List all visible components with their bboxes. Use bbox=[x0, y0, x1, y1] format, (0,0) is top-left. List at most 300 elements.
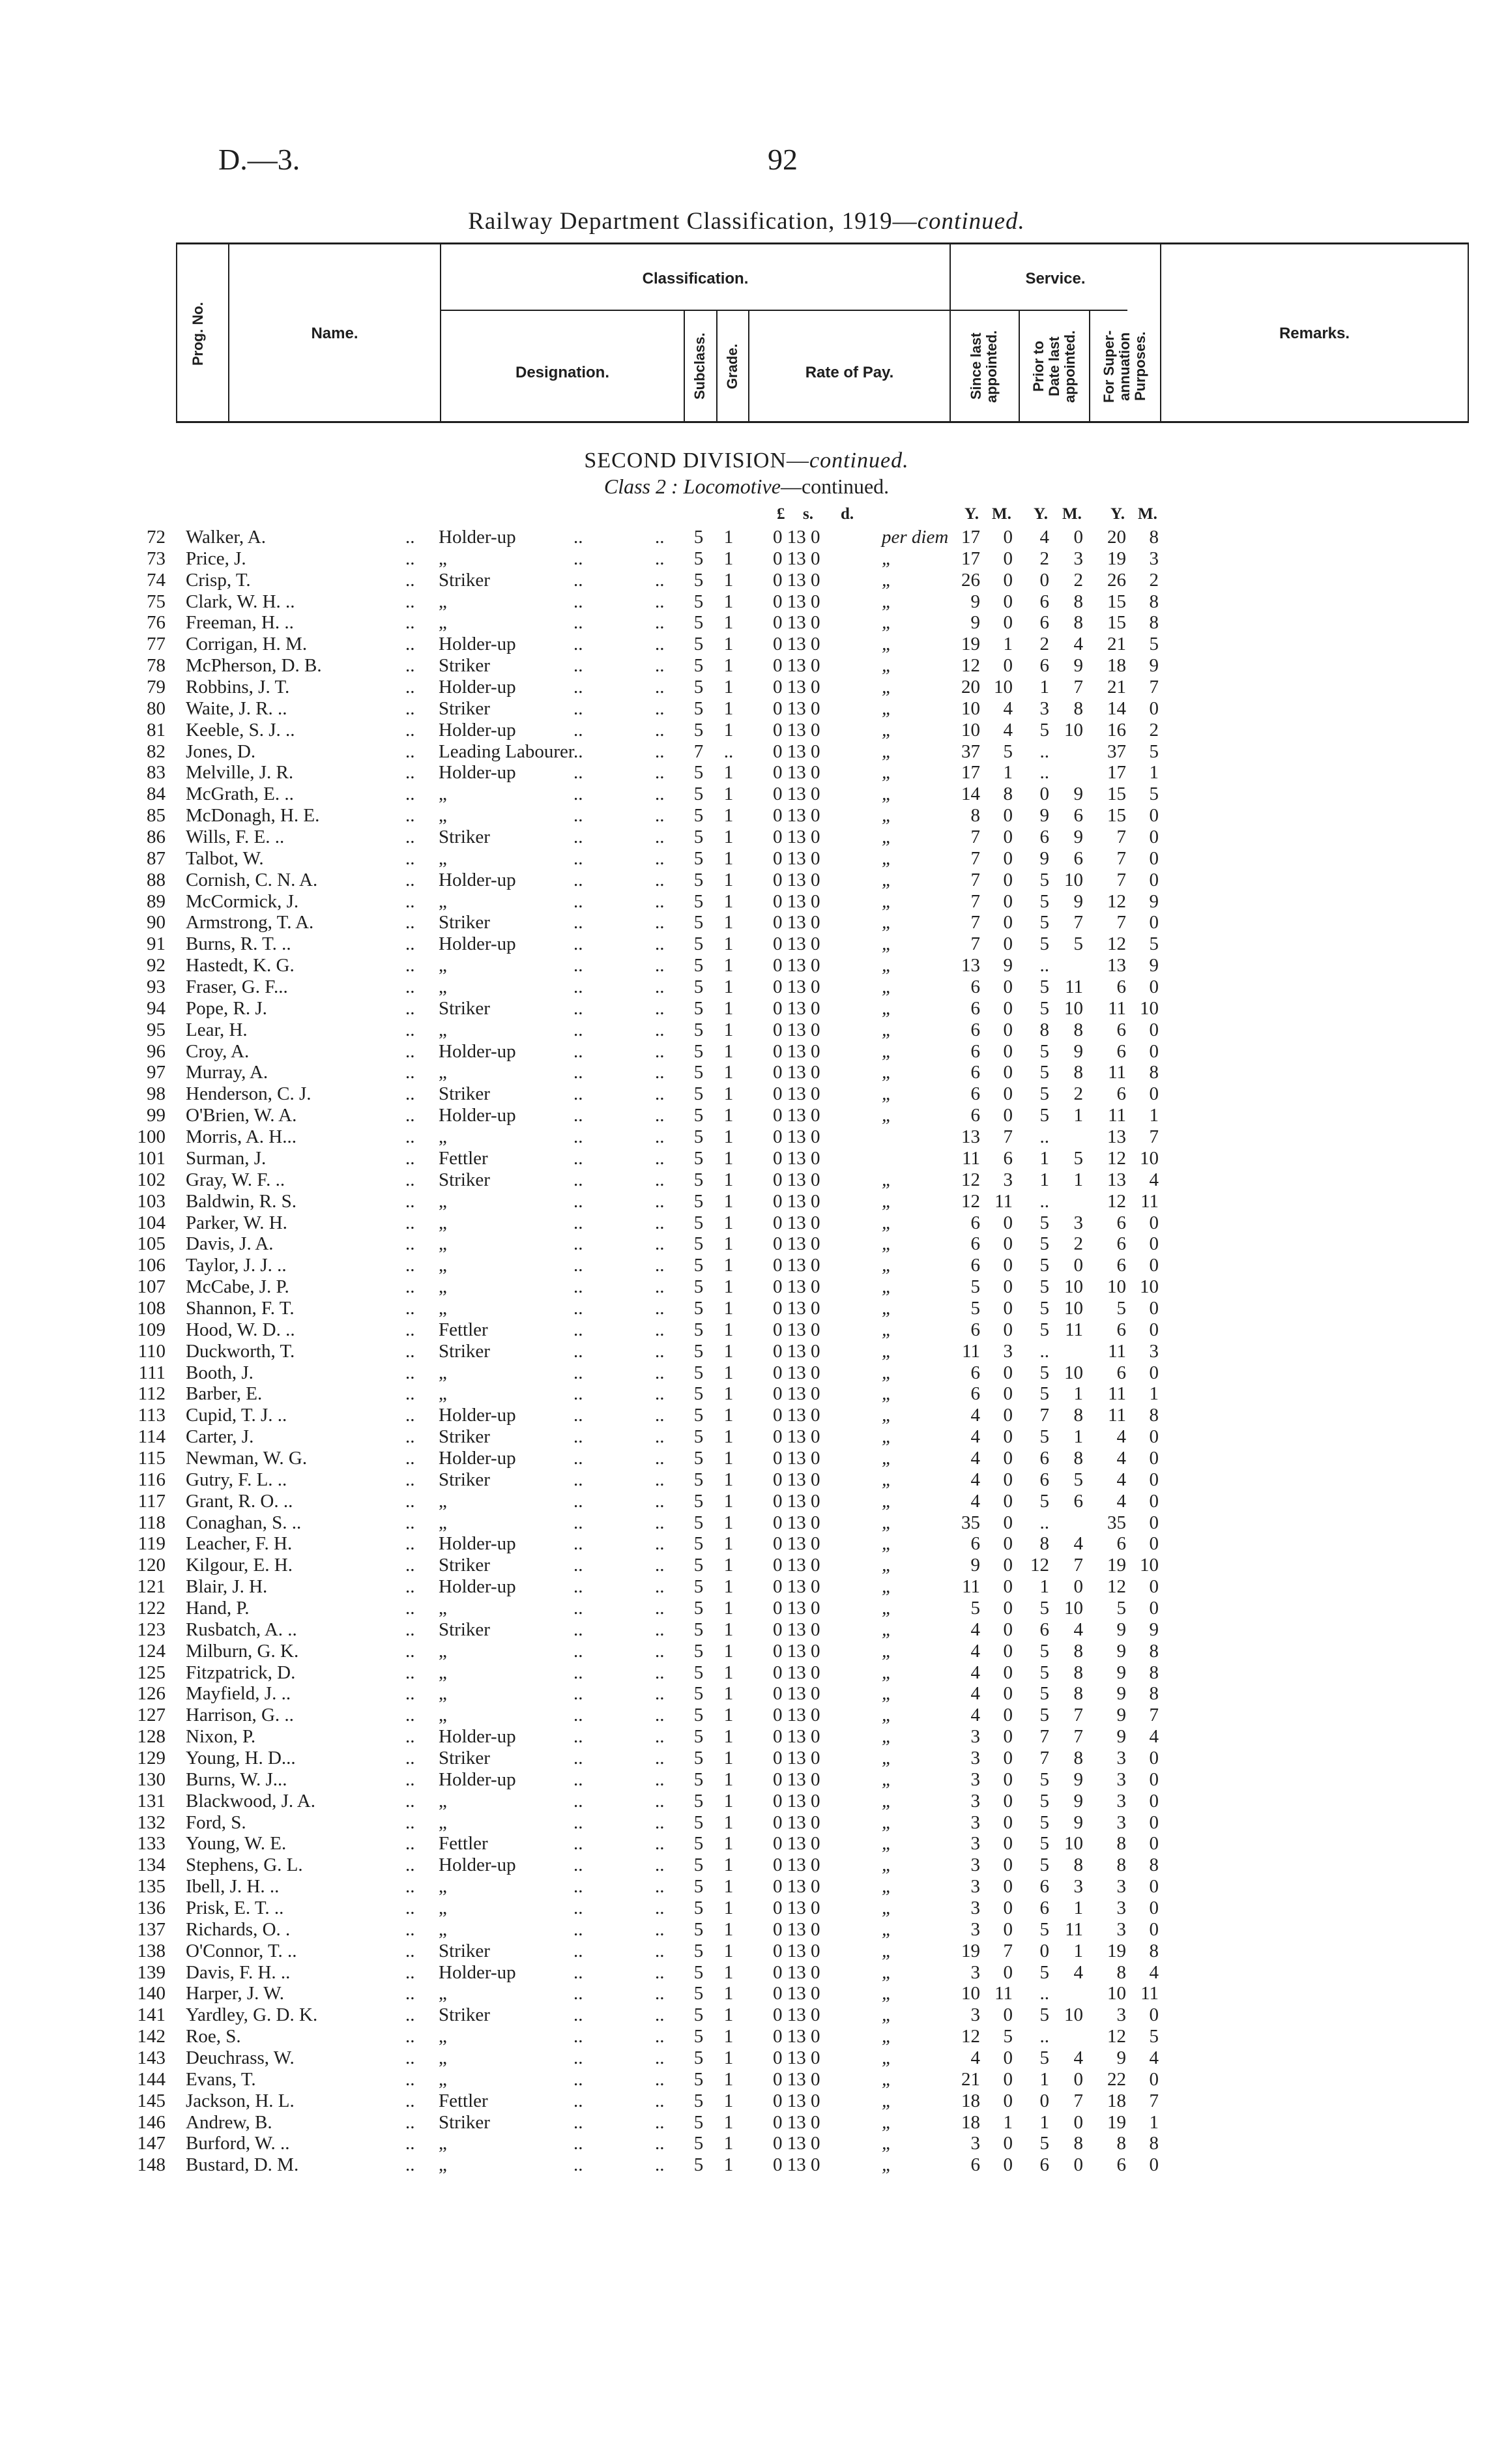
since-years: 4 bbox=[970, 1490, 980, 1512]
prog-no: 120 bbox=[137, 1555, 166, 1576]
prior-years: 7 bbox=[1039, 1726, 1049, 1748]
since-months: 0 bbox=[1003, 869, 1013, 890]
table-row bbox=[0, 1983, 1493, 2004]
subclass: 5 bbox=[693, 1855, 704, 1876]
table-row bbox=[0, 870, 1493, 891]
leader-dots: .. bbox=[573, 1083, 583, 1105]
employee-name: O'Connor, T. .. bbox=[186, 1940, 297, 1961]
since-years: 4 bbox=[970, 2047, 980, 2069]
employee-name: Gray, W. F. .. bbox=[186, 1169, 285, 1190]
since-years: 6 bbox=[970, 1319, 980, 1340]
leader-dots: .. bbox=[405, 1426, 415, 1448]
table-row bbox=[0, 1641, 1493, 1662]
since-years: 7 bbox=[970, 912, 980, 933]
prior-months: 8 bbox=[1073, 1662, 1083, 1683]
super-months: 4 bbox=[1149, 2047, 1159, 2069]
header-superannuation: For Super- annuation Purposes. bbox=[1101, 330, 1148, 403]
leader-dots: .. bbox=[573, 741, 583, 762]
leader-dots: .. bbox=[573, 655, 583, 677]
since-years: 6 bbox=[970, 1362, 980, 1383]
leader-dots: .. bbox=[405, 1190, 415, 1212]
grade: 1 bbox=[723, 1918, 734, 1940]
prior-years: 5 bbox=[1039, 1255, 1049, 1276]
since-years: 6 bbox=[970, 1212, 980, 1233]
rate-of-pay: 0 13 0 bbox=[773, 1898, 820, 1918]
table-row bbox=[0, 1191, 1493, 1212]
prog-no: 88 bbox=[147, 869, 166, 890]
rate-of-pay: 0 13 0 bbox=[773, 1040, 820, 1062]
prior-months: 2 bbox=[1073, 569, 1083, 591]
leader-dots: .. bbox=[405, 1212, 415, 1233]
since-months: 0 bbox=[1003, 1619, 1013, 1640]
prior-months: 3 bbox=[1073, 548, 1083, 569]
grade: 1 bbox=[723, 1576, 734, 1598]
division-continued: continued. bbox=[809, 448, 909, 473]
rate-of-pay: 0 13 0 bbox=[773, 548, 820, 569]
prior-years: 6 bbox=[1039, 827, 1049, 848]
employee-name: Prisk, E. T. .. bbox=[186, 1898, 284, 1918]
table-row bbox=[0, 891, 1493, 913]
leader-dots: .. bbox=[573, 1940, 583, 1961]
since-months: 0 bbox=[1003, 2047, 1013, 2069]
prior-months: 10 bbox=[1064, 2004, 1083, 2026]
prog-no: 130 bbox=[137, 1768, 166, 1790]
leader-dots: .. bbox=[655, 2090, 665, 2111]
super-years: 5 bbox=[1116, 1297, 1126, 1319]
prior-years: 5 bbox=[1039, 719, 1049, 741]
designation: Holder-up bbox=[439, 1576, 516, 1598]
employee-name: Price, J. bbox=[186, 548, 246, 569]
employee-name: Booth, J. bbox=[186, 1362, 254, 1383]
table-row bbox=[0, 784, 1493, 805]
since-months: 0 bbox=[1003, 1683, 1013, 1705]
since-years: 7 bbox=[970, 933, 980, 955]
prog-no: 143 bbox=[137, 2047, 166, 2069]
grade: 1 bbox=[723, 1490, 734, 1512]
unit-shillings: s. bbox=[803, 505, 813, 523]
designation: Fettler bbox=[439, 2090, 488, 2111]
page-caption bbox=[0, 207, 1493, 235]
leader-dots: .. bbox=[655, 1512, 665, 1533]
prog-no: 127 bbox=[137, 1705, 166, 1726]
since-years: 18 bbox=[961, 2111, 980, 2133]
leader-dots: .. bbox=[573, 1619, 583, 1640]
super-months: 8 bbox=[1149, 2133, 1159, 2154]
pay-period: „ bbox=[882, 1212, 893, 1233]
grade: 1 bbox=[723, 1426, 734, 1448]
employee-name: Keeble, S. J. .. bbox=[186, 719, 295, 741]
prior-years: 1 bbox=[1039, 2111, 1049, 2133]
subclass: 5 bbox=[693, 1383, 704, 1405]
prog-no: 108 bbox=[137, 1297, 166, 1319]
employee-name: Morris, A. H... bbox=[186, 1126, 297, 1148]
leader-dots: .. bbox=[405, 2004, 415, 2026]
prog-no: 78 bbox=[147, 655, 166, 677]
employee-name: Surman, J. bbox=[186, 1147, 267, 1169]
prior-years: 6 bbox=[1039, 591, 1049, 612]
leader-dots: .. bbox=[655, 612, 665, 634]
leader-dots: .. bbox=[573, 719, 583, 741]
leader-dots: .. bbox=[655, 1062, 665, 1083]
since-years: 10 bbox=[961, 697, 980, 719]
rate-of-pay: 0 13 0 bbox=[773, 1512, 820, 1533]
prior-months: 1 bbox=[1073, 1105, 1083, 1126]
designation: Striker bbox=[439, 2111, 490, 2133]
leader-dots: .. bbox=[405, 1811, 415, 1833]
prior-months: 10 bbox=[1064, 869, 1083, 890]
prog-no: 142 bbox=[137, 2026, 166, 2047]
prior-years: 5 bbox=[1039, 1040, 1049, 1062]
prior-years: 5 bbox=[1039, 2047, 1049, 2069]
subclass: 5 bbox=[693, 1083, 704, 1105]
pay-period: „ bbox=[882, 1876, 893, 1898]
prior-years: 5 bbox=[1039, 1705, 1049, 1726]
employee-name: Andrew, B. bbox=[186, 2111, 272, 2133]
leader-dots: .. bbox=[655, 548, 665, 569]
prior-years: 5 bbox=[1039, 1768, 1049, 1790]
super-years: 12 bbox=[1107, 890, 1126, 912]
prior-years: 5 bbox=[1039, 1640, 1049, 1662]
prior-months: 1 bbox=[1073, 1940, 1083, 1961]
pay-period: „ bbox=[882, 1276, 893, 1298]
prog-no: 126 bbox=[137, 1683, 166, 1705]
designation: „ bbox=[439, 1126, 447, 1148]
grade: 1 bbox=[723, 2047, 734, 2069]
prog-no: 97 bbox=[147, 1062, 166, 1083]
grade: 1 bbox=[723, 1683, 734, 1705]
since-years: 19 bbox=[961, 634, 980, 655]
since-years: 6 bbox=[970, 976, 980, 998]
super-years: 7 bbox=[1116, 869, 1126, 890]
employee-name: Robbins, J. T. bbox=[186, 677, 290, 698]
since-months: 0 bbox=[1003, 1705, 1013, 1726]
super-years: 14 bbox=[1107, 697, 1126, 719]
employee-name: Blackwood, J. A. bbox=[186, 1790, 315, 1811]
leader-dots: .. bbox=[573, 827, 583, 848]
prior-months: 8 bbox=[1073, 1447, 1083, 1469]
designation: „ bbox=[439, 955, 447, 976]
since-months: 0 bbox=[1003, 1898, 1013, 1918]
leader-dots: .. bbox=[405, 1983, 415, 2004]
super-months: 0 bbox=[1149, 1833, 1159, 1855]
leader-dots: .. bbox=[573, 1490, 583, 1512]
prior-years: 1 bbox=[1039, 1576, 1049, 1598]
prog-no: 80 bbox=[147, 697, 166, 719]
since-years: 9 bbox=[970, 1555, 980, 1576]
leader-dots: .. bbox=[655, 976, 665, 998]
subclass: 5 bbox=[693, 1555, 704, 1576]
employee-name: Richards, O. . bbox=[186, 1918, 291, 1940]
pay-period: „ bbox=[882, 1083, 893, 1105]
grade: 1 bbox=[723, 847, 734, 869]
rate-of-pay: 0 13 0 bbox=[773, 2004, 820, 2026]
leader-dots: .. bbox=[573, 1276, 583, 1298]
since-years: 6 bbox=[970, 1019, 980, 1040]
section-title bbox=[0, 448, 1493, 473]
subclass: 5 bbox=[693, 805, 704, 827]
prior-years: .. bbox=[1039, 1126, 1049, 1148]
subclass: 5 bbox=[693, 827, 704, 848]
prog-no: 76 bbox=[147, 612, 166, 634]
leader-dots: .. bbox=[405, 955, 415, 976]
employee-name: Carter, J. bbox=[186, 1426, 254, 1448]
leader-dots: .. bbox=[655, 1490, 665, 1512]
pay-period: „ bbox=[882, 933, 893, 955]
leader-dots: .. bbox=[405, 1126, 415, 1148]
leader-dots: .. bbox=[573, 677, 583, 698]
subclass: 5 bbox=[693, 1662, 704, 1683]
super-years: 13 bbox=[1107, 955, 1126, 976]
designation: „ bbox=[439, 1019, 447, 1040]
pay-period: „ bbox=[882, 1983, 893, 2004]
rate-of-pay: 0 13 0 bbox=[773, 1918, 820, 1940]
since-years: 35 bbox=[961, 1512, 980, 1533]
designation: „ bbox=[439, 1640, 447, 1662]
header-prog-no: Prog. No. bbox=[190, 302, 206, 366]
leader-dots: .. bbox=[405, 634, 415, 655]
designation: „ bbox=[439, 1297, 447, 1319]
grade: 1 bbox=[723, 1362, 734, 1383]
prior-months: 10 bbox=[1064, 719, 1083, 741]
table-row bbox=[0, 1791, 1493, 1812]
super-months: 9 bbox=[1149, 955, 1159, 976]
designation: „ bbox=[439, 2133, 447, 2154]
table-row bbox=[0, 1169, 1493, 1191]
employee-name: Ibell, J. H. .. bbox=[186, 1876, 280, 1898]
rate-of-pay: 0 13 0 bbox=[773, 847, 820, 869]
subclass: 5 bbox=[693, 548, 704, 569]
prior-years: 6 bbox=[1039, 612, 1049, 634]
grade: 1 bbox=[723, 1019, 734, 1040]
prior-years: 3 bbox=[1039, 697, 1049, 719]
since-years: 3 bbox=[970, 1918, 980, 1940]
prior-months: 9 bbox=[1073, 1768, 1083, 1790]
super-months: 0 bbox=[1149, 1747, 1159, 1768]
leader-dots: .. bbox=[655, 997, 665, 1019]
rate-of-pay: 0 13 0 bbox=[773, 1169, 820, 1190]
prog-no: 110 bbox=[138, 1340, 166, 1362]
class-name: Locomotive bbox=[683, 475, 781, 498]
unit-pounds: £ bbox=[777, 505, 785, 523]
table-row bbox=[0, 1769, 1493, 1791]
table-row bbox=[0, 1148, 1493, 1169]
leader-dots: .. bbox=[655, 2004, 665, 2026]
designation: „ bbox=[439, 1383, 447, 1405]
table-row bbox=[0, 2090, 1493, 2112]
grade: 1 bbox=[723, 612, 734, 634]
leader-dots: .. bbox=[655, 762, 665, 784]
pay-period: „ bbox=[882, 1297, 893, 1319]
prior-months: 8 bbox=[1073, 1019, 1083, 1040]
leader-dots: .. bbox=[573, 955, 583, 976]
employee-name: Murray, A. bbox=[186, 1062, 268, 1083]
leader-dots: .. bbox=[405, 741, 415, 762]
prog-no: 79 bbox=[147, 677, 166, 698]
since-months: 0 bbox=[1003, 933, 1013, 955]
leader-dots: .. bbox=[573, 548, 583, 569]
prog-no: 94 bbox=[147, 997, 166, 1019]
leader-dots: .. bbox=[655, 933, 665, 955]
super-months: 0 bbox=[1149, 1576, 1159, 1598]
since-months: 5 bbox=[1003, 2026, 1013, 2047]
rate-of-pay: 0 13 0 bbox=[773, 1640, 820, 1662]
prior-months: 1 bbox=[1073, 1383, 1083, 1405]
pay-period: „ bbox=[882, 1405, 893, 1426]
grade: 1 bbox=[723, 1190, 734, 1212]
prior-years: 2 bbox=[1039, 548, 1049, 569]
grade: 1 bbox=[723, 1147, 734, 1169]
since-months: 8 bbox=[1003, 784, 1013, 805]
since-months: 1 bbox=[1003, 634, 1013, 655]
designation: Holder-up bbox=[439, 1726, 516, 1748]
super-months: 1 bbox=[1149, 1105, 1159, 1126]
designation: „ bbox=[439, 1918, 447, 1940]
leader-dots: .. bbox=[405, 1918, 415, 1940]
super-months: 7 bbox=[1149, 677, 1159, 698]
pay-period: „ bbox=[882, 591, 893, 612]
pay-period: „ bbox=[882, 997, 893, 1019]
rate-of-pay: 0 13 0 bbox=[773, 955, 820, 976]
pay-period: „ bbox=[882, 2047, 893, 2069]
leader-dots: .. bbox=[573, 1255, 583, 1276]
since-years: 6 bbox=[970, 1040, 980, 1062]
grade: 1 bbox=[723, 697, 734, 719]
subclass: 5 bbox=[693, 869, 704, 890]
prior-months: 0 bbox=[1073, 2154, 1083, 2176]
rate-of-pay: 0 13 0 bbox=[773, 1212, 820, 1233]
table-row bbox=[0, 1233, 1493, 1255]
pay-period: „ bbox=[882, 1940, 893, 1961]
prior-years: .. bbox=[1039, 741, 1049, 762]
since-months: 0 bbox=[1003, 1597, 1013, 1619]
class-prefix: Class 2 : bbox=[603, 475, 684, 498]
employee-name: Leacher, F. H. bbox=[186, 1533, 293, 1555]
designation: Striker bbox=[439, 655, 490, 677]
grade: 1 bbox=[723, 784, 734, 805]
leader-dots: .. bbox=[655, 1576, 665, 1598]
since-months: 0 bbox=[1003, 1469, 1013, 1490]
subclass: 5 bbox=[693, 2090, 704, 2111]
since-years: 14 bbox=[961, 784, 980, 805]
grade: 1 bbox=[723, 955, 734, 976]
super-years: 4 bbox=[1116, 1447, 1126, 1469]
since-months: 0 bbox=[1003, 1490, 1013, 1512]
super-years: 15 bbox=[1107, 805, 1126, 827]
table-row bbox=[0, 2154, 1493, 2176]
since-years: 9 bbox=[970, 612, 980, 634]
since-months: 0 bbox=[1003, 2090, 1013, 2111]
employee-name: Bustard, D. M. bbox=[186, 2154, 299, 2176]
super-years: 19 bbox=[1107, 2111, 1126, 2133]
since-months: 9 bbox=[1003, 955, 1013, 976]
prior-months: 8 bbox=[1073, 612, 1083, 634]
super-years: 6 bbox=[1116, 1319, 1126, 1340]
since-years: 17 bbox=[961, 527, 980, 548]
super-months: 9 bbox=[1149, 1619, 1159, 1640]
leader-dots: .. bbox=[405, 1855, 415, 1876]
since-months: 0 bbox=[1003, 1083, 1013, 1105]
rate-of-pay: 0 13 0 bbox=[773, 1426, 820, 1448]
leader-dots: .. bbox=[405, 847, 415, 869]
rate-of-pay: 0 13 0 bbox=[773, 976, 820, 998]
super-months: 10 bbox=[1140, 997, 1159, 1019]
pay-period: „ bbox=[882, 1426, 893, 1448]
pay-period: „ bbox=[882, 784, 893, 805]
pay-period: „ bbox=[882, 741, 893, 762]
super-years: 10 bbox=[1107, 1983, 1126, 2004]
since-years: 11 bbox=[962, 1576, 980, 1598]
since-years: 20 bbox=[961, 677, 980, 698]
subclass: 5 bbox=[693, 1512, 704, 1533]
prior-months: 4 bbox=[1073, 1533, 1083, 1555]
super-years: 6 bbox=[1116, 1255, 1126, 1276]
grade: 1 bbox=[723, 1469, 734, 1490]
super-months: 7 bbox=[1149, 1126, 1159, 1148]
since-months: 0 bbox=[1003, 1640, 1013, 1662]
super-months: 0 bbox=[1149, 1490, 1159, 1512]
leader-dots: .. bbox=[573, 976, 583, 998]
prior-years: 6 bbox=[1039, 1447, 1049, 1469]
leader-dots: .. bbox=[655, 1555, 665, 1576]
super-months: 5 bbox=[1149, 784, 1159, 805]
since-months: 0 bbox=[1003, 890, 1013, 912]
rate-of-pay: 0 13 0 bbox=[773, 527, 820, 548]
prior-months: 4 bbox=[1073, 2047, 1083, 2069]
since-years: 4 bbox=[970, 1619, 980, 1640]
employee-name: Lear, H. bbox=[186, 1019, 248, 1040]
table-row bbox=[0, 1941, 1493, 1962]
since-months: 0 bbox=[1003, 1040, 1013, 1062]
prog-no: 109 bbox=[137, 1319, 166, 1340]
leader-dots: .. bbox=[655, 2026, 665, 2047]
prog-no: 92 bbox=[147, 955, 166, 976]
prog-no: 125 bbox=[137, 1662, 166, 1683]
prog-no: 82 bbox=[147, 741, 166, 762]
leader-dots: .. bbox=[655, 1040, 665, 1062]
leader-dots: .. bbox=[573, 1040, 583, 1062]
subclass: 5 bbox=[693, 1297, 704, 1319]
employee-name: Burns, R. T. .. bbox=[186, 933, 291, 955]
super-years: 7 bbox=[1116, 847, 1126, 869]
leader-dots: .. bbox=[405, 976, 415, 998]
subclass: 5 bbox=[693, 2154, 704, 2176]
since-months: 0 bbox=[1003, 1255, 1013, 1276]
rate-of-pay: 0 13 0 bbox=[773, 1790, 820, 1811]
grade: 1 bbox=[723, 719, 734, 741]
leader-dots: .. bbox=[405, 1619, 415, 1640]
rate-of-pay: 0 13 0 bbox=[773, 1447, 820, 1469]
super-months: 0 bbox=[1149, 2004, 1159, 2026]
prog-no: 113 bbox=[138, 1405, 166, 1426]
designation: „ bbox=[439, 612, 447, 634]
super-years: 9 bbox=[1116, 1640, 1126, 1662]
super-months: 0 bbox=[1149, 2068, 1159, 2090]
leader-dots: .. bbox=[405, 912, 415, 933]
leader-dots: .. bbox=[655, 1683, 665, 1705]
since-months: 0 bbox=[1003, 1555, 1013, 1576]
prior-months: 8 bbox=[1073, 1405, 1083, 1426]
designation: „ bbox=[439, 1898, 447, 1918]
employee-name: Gutry, F. L. .. bbox=[186, 1469, 287, 1490]
pay-period: „ bbox=[882, 2068, 893, 2090]
subclass: 5 bbox=[693, 1833, 704, 1855]
prog-no: 123 bbox=[137, 1619, 166, 1640]
grade: 1 bbox=[723, 634, 734, 655]
since-months: 0 bbox=[1003, 976, 1013, 998]
since-years: 3 bbox=[970, 1876, 980, 1898]
prior-months: 11 bbox=[1065, 1918, 1083, 1940]
rate-of-pay: 0 13 0 bbox=[773, 1940, 820, 1961]
